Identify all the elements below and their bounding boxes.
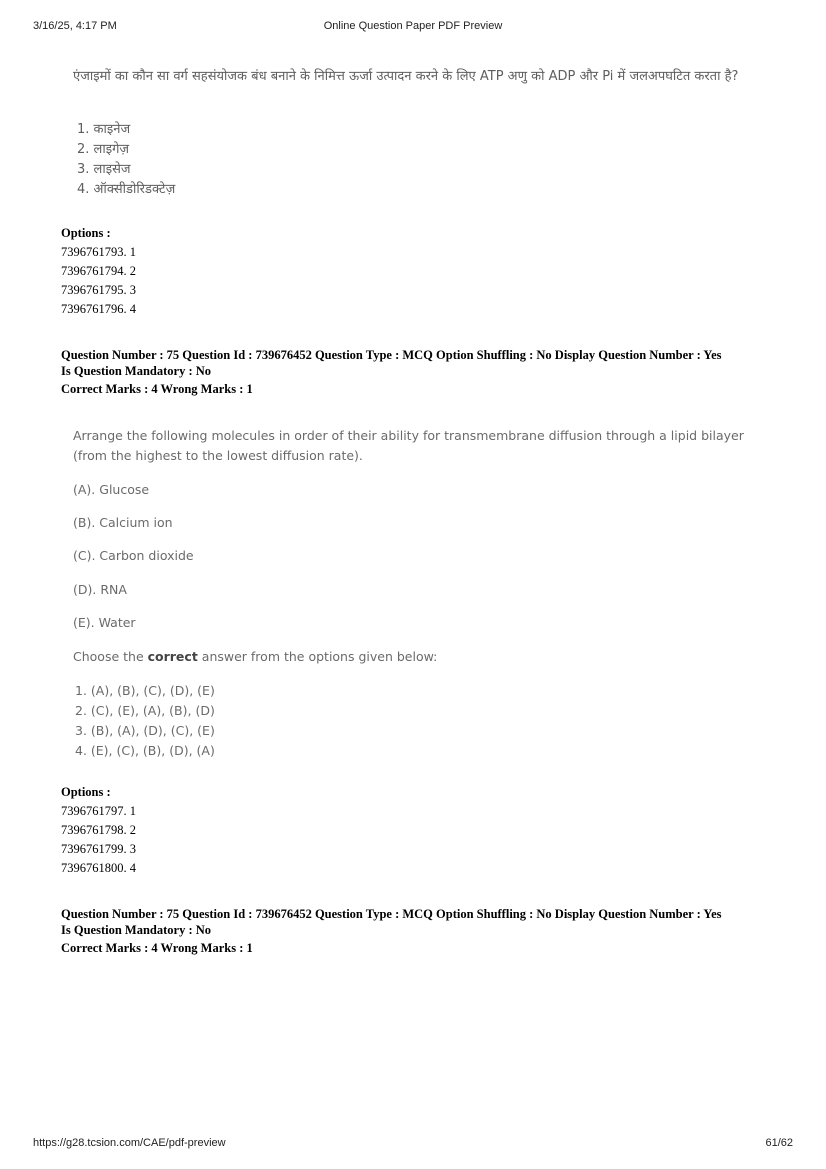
option-id: 7396761793. 1 xyxy=(61,245,136,259)
option-id: 7396761800. 4 xyxy=(61,861,136,875)
choice-item: 4. ऑक्सीडोरिडक्टेज़ xyxy=(77,182,176,197)
choice-item: 1. काइनेज xyxy=(77,122,131,137)
choose-post: answer from the options given below: xyxy=(197,649,438,664)
question-74-choices xyxy=(77,120,175,200)
next-question-meta xyxy=(61,906,781,956)
choose-pre: Choose the xyxy=(73,649,148,664)
meta-line: Question Number : 75 Question Id : 739676452 Question Type : MCQ Option Shuffling : No Display Question Number : Yes xyxy=(61,907,722,921)
option-id: 7396761794. 2 xyxy=(61,264,136,278)
choose-bold: correct xyxy=(147,649,198,664)
meta-line: Is Question Mandatory : No xyxy=(61,923,212,937)
footer-url[interactable]: https://g28.tcsion.com/CAE/pdf-preview xyxy=(33,1137,226,1149)
options-label: Options : xyxy=(61,785,111,799)
answer-choice: 3. (B), (A), (D), (C), (E) xyxy=(75,723,215,738)
statement-item: (B). Calcium ion xyxy=(73,515,173,530)
option-id: 7396761795. 3 xyxy=(61,283,136,297)
page-title: Online Question Paper PDF Preview xyxy=(323,20,503,32)
page-number: 61/62 xyxy=(765,1137,793,1149)
statement-item: (C). Carbon dioxide xyxy=(73,548,194,563)
answer-choice: 1. (A), (B), (C), (D), (E) xyxy=(75,683,215,698)
choose-instruction xyxy=(73,649,437,664)
question-75-options xyxy=(61,783,136,878)
answer-choice: 4. (E), (C), (B), (D), (A) xyxy=(75,743,215,758)
question-75-meta xyxy=(61,347,781,397)
meta-line: Is Question Mandatory : No xyxy=(61,364,212,378)
question-74-stem: एंजाइमों का कौन सा वर्ग सहसंयोजक बंध बनाने के निमित्त ऊर्जा उत्पादन करने के लिए ATP अणु को ADP और Pi में जलअपघटित करता है? xyxy=(73,69,739,84)
option-id: 7396761799. 3 xyxy=(61,842,136,856)
option-id: 7396761797. 1 xyxy=(61,804,136,818)
choice-item: 3. लाइसेज xyxy=(77,162,131,177)
meta-line: Question Number : 75 Question Id : 739676452 Question Type : MCQ Option Shuffling : No Display Question Number : Yes xyxy=(61,348,722,362)
answer-choice: 2. (C), (E), (A), (B), (D) xyxy=(75,703,215,718)
meta-line: Correct Marks : 4 Wrong Marks : 1 xyxy=(61,941,253,955)
question-74-options xyxy=(61,224,136,319)
statement-item: (A). Glucose xyxy=(73,482,150,497)
statement-item: (E). Water xyxy=(73,615,136,630)
question-75-answers xyxy=(75,681,215,761)
options-label: Options : xyxy=(61,226,111,240)
print-datetime: 3/16/25, 4:17 PM xyxy=(33,20,117,32)
option-id: 7396761798. 2 xyxy=(61,823,136,837)
choice-item: 2. लाइगेज़ xyxy=(77,142,130,157)
statement-item: (D). RNA xyxy=(73,582,127,597)
meta-line: Correct Marks : 4 Wrong Marks : 1 xyxy=(61,382,253,396)
option-id: 7396761796. 4 xyxy=(61,302,136,316)
question-75-stem: Arrange the following molecules in order of their ability for transmembrane diffusion through a lipid bilayer (from the highest to the lowest diffusion rate). xyxy=(73,428,744,463)
